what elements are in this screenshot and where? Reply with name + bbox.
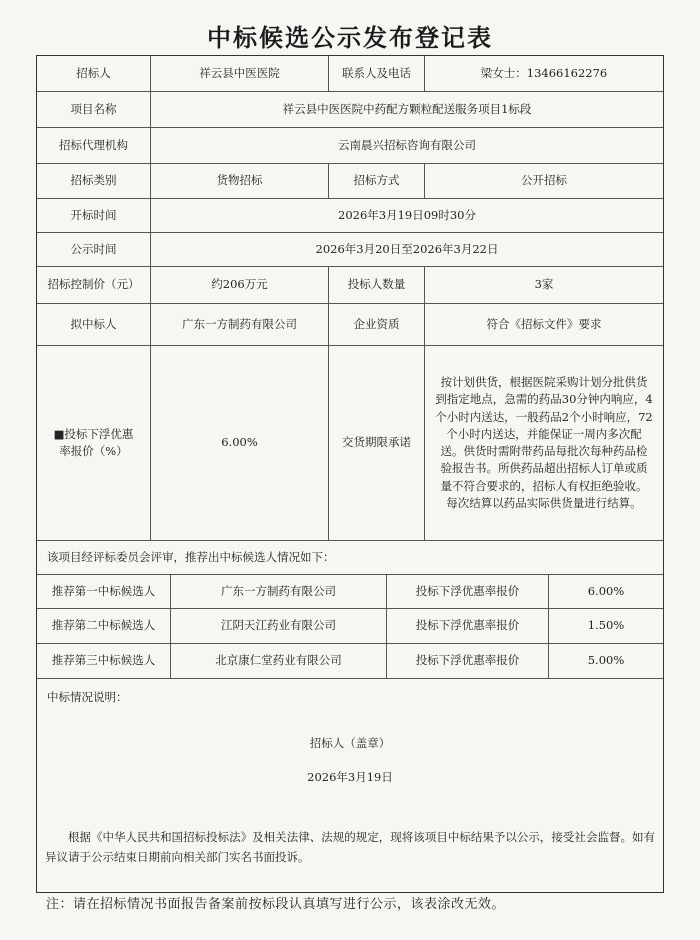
candidate-2-rate: 1.50% [549, 609, 663, 644]
candidate-1-rate: 6.00% [549, 575, 663, 609]
registration-form [36, 55, 664, 893]
agency-label: 招标代理机构 [37, 128, 151, 164]
publicity-label: 公示时间 [37, 233, 151, 267]
candidate-3-name: 北京康仁堂药业有限公司 [171, 644, 387, 679]
control-price-value: 约206万元 [151, 267, 329, 304]
agency-value: 云南晨兴招标咨询有限公司 [151, 128, 663, 164]
bid-opening-label: 开标时间 [37, 199, 151, 233]
contact-value: 梁女士：13466162276 [425, 56, 663, 92]
page-title: 中标候选公示发布登记表 [207, 23, 493, 52]
tenderer-value: 祥云县中医医院 [151, 56, 329, 92]
delivery-label: 交货期限承诺 [329, 346, 425, 541]
bidder-count-value: 3家 [425, 267, 663, 304]
tender-method-label: 招标方式 [329, 164, 425, 199]
control-price-label: 招标控制价（元） [37, 267, 151, 304]
proposed-winner-value: 广东一方制药有限公司 [151, 304, 329, 346]
tender-method-value: 公开招标 [425, 164, 663, 199]
signature-date: 2026年3月19日 [307, 770, 393, 784]
publicity-value: 2026年3月20日至2026年3月22日 [151, 233, 663, 267]
project-name-label: 项目名称 [37, 92, 151, 128]
candidate-2-rank: 推荐第二中标候选人 [37, 609, 171, 644]
proposed-winner-label: 拟中标人 [37, 304, 151, 346]
candidate-2-name: 江阴天江药业有限公司 [171, 609, 387, 644]
qualification-value: 符合《招标文件》要求 [425, 304, 663, 346]
candidate-1-name: 广东一方制药有限公司 [171, 575, 387, 609]
candidate-3-rank: 推荐第三中标候选人 [37, 644, 171, 679]
footer-note: 注：请在招标情况书面报告备案前按标段认真填写进行公示，该表涂改无效。 [46, 897, 506, 912]
project-name-value: 祥云县中医医院中药配方颗粒配送服务项目1标段 [151, 92, 663, 128]
tenderer-label: 招标人 [37, 56, 151, 92]
candidate-1-rank: 推荐第一中标候选人 [37, 575, 171, 609]
contact-label: 联系人及电话 [329, 56, 425, 92]
bid-opening-value: 2026年3月19日09时30分 [151, 199, 663, 233]
signer-seal-line: 招标人（盖章） [309, 736, 391, 750]
award-summary-heading: 中标情况说明： [47, 690, 128, 704]
tender-category-label: 招标类别 [37, 164, 151, 199]
candidate-3-rate: 5.00% [549, 644, 663, 679]
bidder-count-label: 投标人数量 [329, 267, 425, 304]
qualification-label: 企业资质 [329, 304, 425, 346]
legal-notice: 根据《中华人民共和国招标投标法》及相关法律、法规的规定，现将该项目中标结果予以公示，接受社会监督。如有异议请于公示结束日期前向相关部门实名书面投诉。 [45, 830, 655, 865]
tender-category-value: 货物招标 [151, 164, 329, 199]
delivery-commitment: 按计划供货，根据医院采购计划分批供货到指定地点，急需的药品30分钟内响应，4个小时内送达，一般药品2个小时响应，72个小时内送达，并能保证一周内多次配送。供货时需附带药品每批次每种药品检验报告书。所供药品超出招标人订单或质量不符合要求的，招标人有权拒绝验收。每次结算以药品实际供货量进行结算。 [425, 346, 663, 541]
review-statement: 该项目经评标委员会评审，推荐出中标候选人情况如下： [37, 541, 663, 575]
candidate-1-rate-label: 投标下浮优惠率报价 [387, 575, 549, 609]
candidate-2-rate-label: 投标下浮优惠率报价 [387, 609, 549, 644]
award-summary-section [37, 679, 663, 892]
candidate-3-rate-label: 投标下浮优惠率报价 [387, 644, 549, 679]
discount-rate-value: 6.00% [151, 346, 329, 541]
discount-rate-label: ■投标下浮优惠率报价（%） [37, 346, 151, 541]
